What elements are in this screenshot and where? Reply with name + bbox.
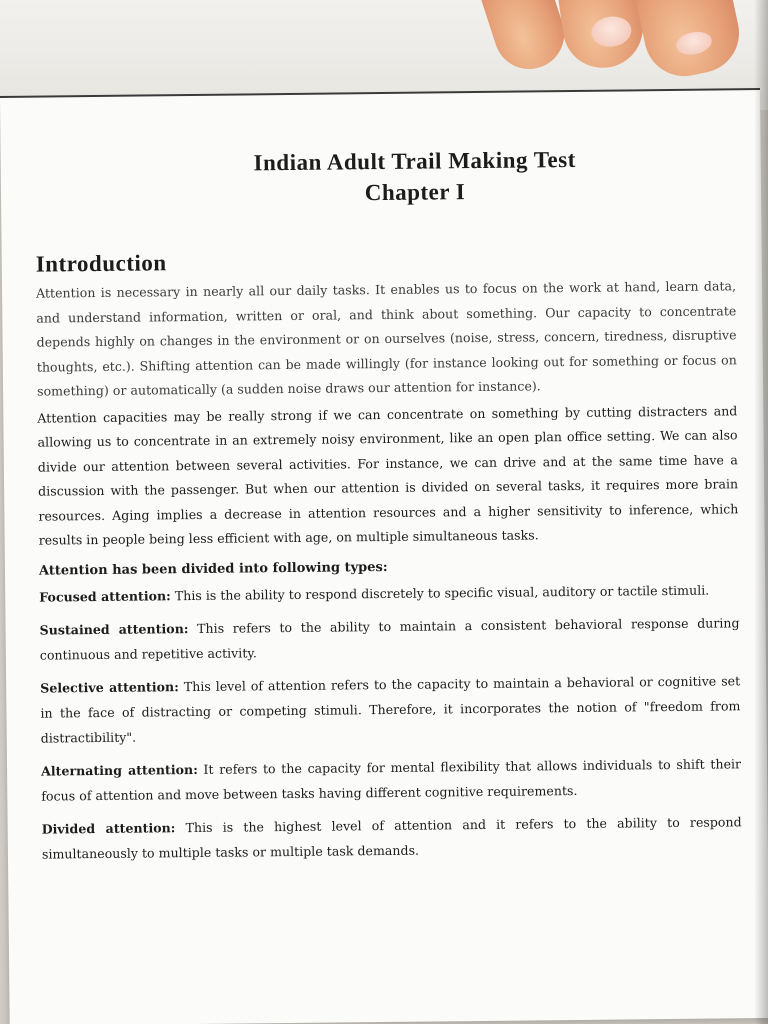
intro-paragraph-1: Attention is necessary in nearly all our daily tasks. It enables us to focus on the work at hand, learn data, and understand information, written or oral, and think about something. Our capacity to concentrate depends highly on changes in the environment or on ourselves (noise, stress, concern, tiredness, disruptive thoughts, etc.). Shifting attention can be made willingly (for instance looking out for something or focus on something) or automatically (a sudden noise draws our attention for instance). [35, 278, 737, 399]
attention-types-heading: Attention has been divided into following types: [38, 559, 388, 579]
type-term: Sustained attention: [39, 620, 189, 638]
intro-paragraph-2: Attention capacities may be really strong if we can concentrate on something by cutting distracters and allowing us to concentrate in an extremely noisy environment, like an open plan office setting. We can also divide our attention between several activities. For instance, we can drive and at the same time have a discussion with the passenger. But when our attention is divided on several tasks, it requires more brain resources. Aging implies a decrease in attention resources and a higher sensitivity to inference, which results in people being less efficient with age, on multiple simultaneous tasks. [37, 402, 739, 548]
section-heading-introduction: Introduction [35, 250, 167, 277]
type-term: Selective attention: [40, 678, 179, 696]
document-page [0, 88, 768, 1024]
type-description: It refers to the capacity for mental flexibility that allows individuals to shift their focus of attention and move between tasks having different cognitive requirements. [41, 755, 742, 804]
fingernail [674, 29, 714, 58]
type-description: This refers to the ability to maintain a consistent behavioral response during continuous and repetitive activity. [39, 614, 740, 663]
type-description: This is the highest level of attention and it refers to the ability to respond simultaneously to multiple tasks or multiple task demands. [41, 813, 742, 862]
type-alternating-attention [41, 751, 741, 808]
type-sustained-attention [39, 610, 739, 667]
type-term: Alternating attention: [40, 761, 198, 779]
title-line-2: Chapter I [364, 179, 466, 206]
type-description: This is the ability to respond discretely to specific visual, auditory or tactile stimuli. [170, 582, 710, 603]
document-title [95, 142, 736, 211]
type-description: This level of attention refers to the capacity to maintain a behavioral or cognitive set in the face of distracting or competing stimuli. Therefore, it incorporates the notion of "freedom from distractibility". [40, 672, 741, 746]
type-term: Focused attention: [39, 587, 171, 605]
type-divided-attention [42, 809, 742, 866]
page-content [35, 142, 743, 874]
type-selective-attention [40, 668, 741, 750]
type-term: Divided attention: [41, 819, 176, 837]
type-focused-attention [39, 577, 739, 609]
page-edge-shadow [754, 0, 768, 1024]
title-line-1: Indian Adult Trail Making Test [253, 146, 576, 176]
fingernail [590, 14, 634, 49]
